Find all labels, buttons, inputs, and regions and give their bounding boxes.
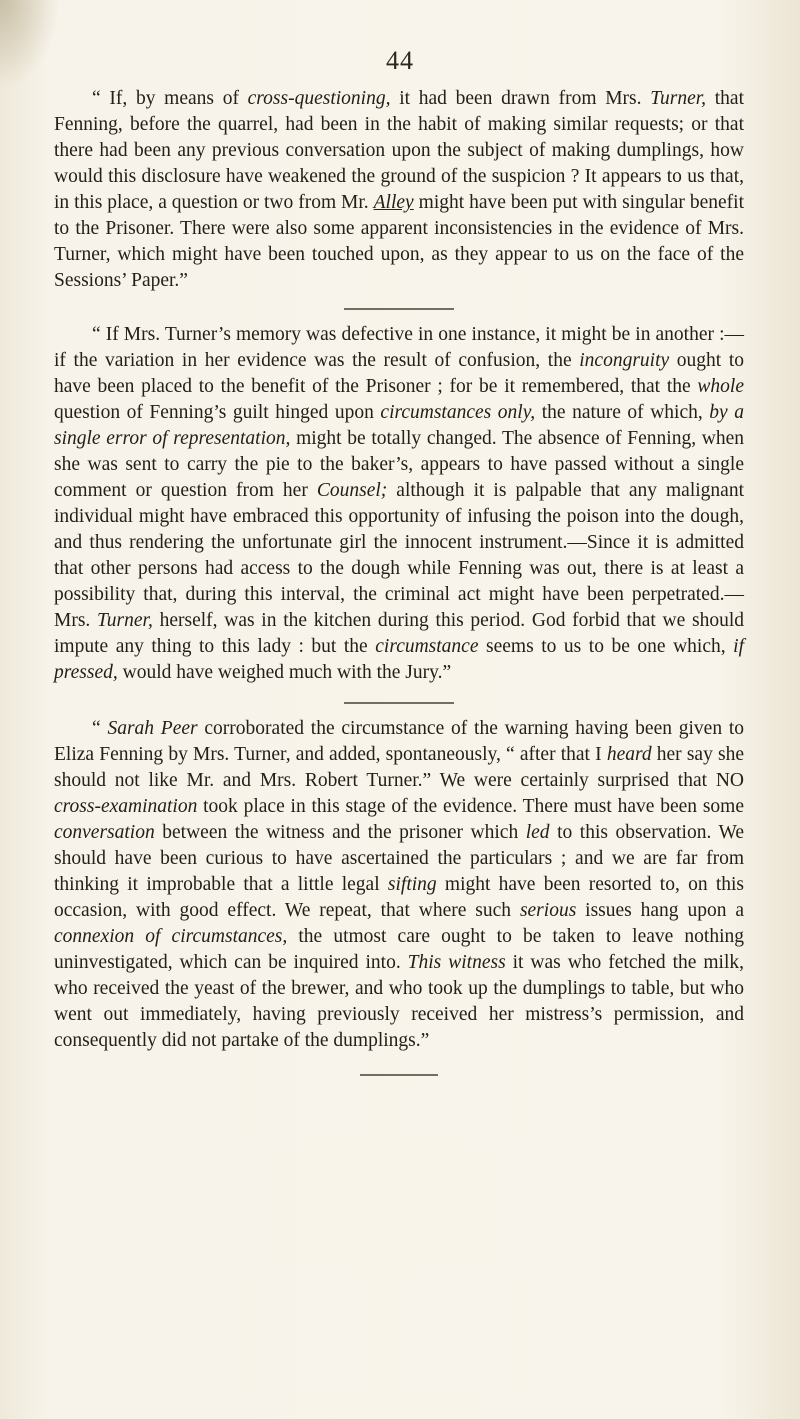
text-run: question of Fenning’s guilt hinged upon xyxy=(54,402,381,423)
text-run: corroborated the circumstance of the warning having been given to Eliza Fenning by Mrs. Turner, and added, spontaneously, “ after that I xyxy=(54,718,745,765)
text-run: it had been drawn from Mrs. xyxy=(390,88,651,109)
paragraph xyxy=(54,86,744,294)
text-run: that Fenning, before the quarrel, had been in the habit of making similar requests; or that there had been any previous conversation upon the subject of making dumplings, how would this disclosure have weakened the ground of the suspicion ? It appears to us that, in this place, a question or two from Mr. xyxy=(54,88,745,213)
italic-phrase: Sarah Peer xyxy=(107,718,198,739)
section-rule xyxy=(344,702,454,704)
text-run: “ If, by means of xyxy=(92,88,248,109)
italic-phrase: by a single error of representation, xyxy=(54,402,745,449)
text-run: between the witness and the prisoner which xyxy=(154,822,526,843)
italic-phrase: circumstances only, xyxy=(380,402,536,423)
italic-phrase: led xyxy=(525,822,550,843)
italic-phrase: serious xyxy=(519,900,577,921)
italic-phrase: This witness xyxy=(407,952,506,973)
text-run: ought to have been placed to the benefit of the Prisoner ; for be it remembered, that the xyxy=(54,350,744,397)
section-rule xyxy=(360,1074,438,1076)
italic-phrase: if pressed, xyxy=(54,636,744,683)
section-rule xyxy=(344,308,454,310)
text-run: seems to us to be one which, xyxy=(478,636,734,657)
italic-phrase: cross-questioning, xyxy=(247,88,391,109)
page-number: 44 xyxy=(386,46,414,75)
italic-phrase: Turner, xyxy=(97,610,153,631)
text-run: might be totally changed. The absence of Fenning, when she was sent to carry the pie to the baker’s, appears to have passed without a single comment or question from her xyxy=(54,428,744,501)
text-run: might have been resorted to, on this occasion, with good effect. We repeat, that where such xyxy=(54,874,744,921)
italic-phrase: connexion of circumstances, xyxy=(54,926,288,947)
italic-phrase: Alley xyxy=(373,192,414,213)
italic-phrase: circumstance xyxy=(375,636,479,657)
text-run: might have been put with singular benefit to the Prisoner. There were also some apparent inconsistencies in the evidence of Mrs. Turner, which might have been touched upon, as they appear to us on the face of the Sessions’ Paper.” xyxy=(54,192,744,291)
text-run: “ xyxy=(92,718,108,739)
text-run: the nature of which, xyxy=(535,402,710,423)
italic-phrase: Turner, xyxy=(650,88,707,109)
body-text xyxy=(54,86,744,1090)
text-run: herself, was in the kitchen during this period. God forbid that we should impute any thing to this lady : but the xyxy=(54,610,745,657)
text-run: her say she should not like Mr. and Mrs. Robert Turner.” We were certainly surprised that NO xyxy=(54,744,744,791)
text-run: it was who fetched the milk, who received the yeast of the brewer, and who took up the dumplings to table, but who went out immediately, having previously received her mistress’s permission, and consequently did not partake of the dumplings.” xyxy=(54,952,744,1051)
paper-stain xyxy=(0,0,60,90)
text-run: although it is palpable that any malignant individual might have embraced this opportunity of infusing the poison into the dough, and thus rendering the unfortunate girl the innocent instrument.—Since it is admitted that other persons had access to the dough while Fenning was out, there is at least a possibility that, during this interval, the criminal act might have been perpetrated.—Mrs. xyxy=(54,480,744,631)
text-run: took place in this stage of the evidence. There must have been some xyxy=(197,796,744,817)
italic-phrase: whole xyxy=(697,376,744,397)
italic-phrase: conversation xyxy=(54,822,155,843)
italic-phrase: cross-examination xyxy=(54,796,198,817)
text-run: would have weighed much with the Jury.” xyxy=(117,662,452,683)
text-run: “ If Mrs. Turner’s memory was defective in one instance, it might be in another :—if the variation in her evidence was the result of confusion, the xyxy=(54,324,744,371)
paragraph xyxy=(54,322,744,686)
italic-phrase: incongruity xyxy=(579,350,670,371)
text-run: to this observation. We should have been curious to have ascertained the particulars ; and we are far from thinking it improbable that a little legal xyxy=(54,822,744,895)
text-run: issues hang upon a xyxy=(576,900,744,921)
italic-phrase: heard xyxy=(606,744,652,765)
italic-phrase: Counsel; xyxy=(316,480,388,501)
text-run: the utmost care ought to be taken to leave nothing uninvestigated, which can be inquired into. xyxy=(54,926,744,973)
italic-phrase: sifting xyxy=(387,874,437,895)
paragraph xyxy=(54,716,744,1054)
